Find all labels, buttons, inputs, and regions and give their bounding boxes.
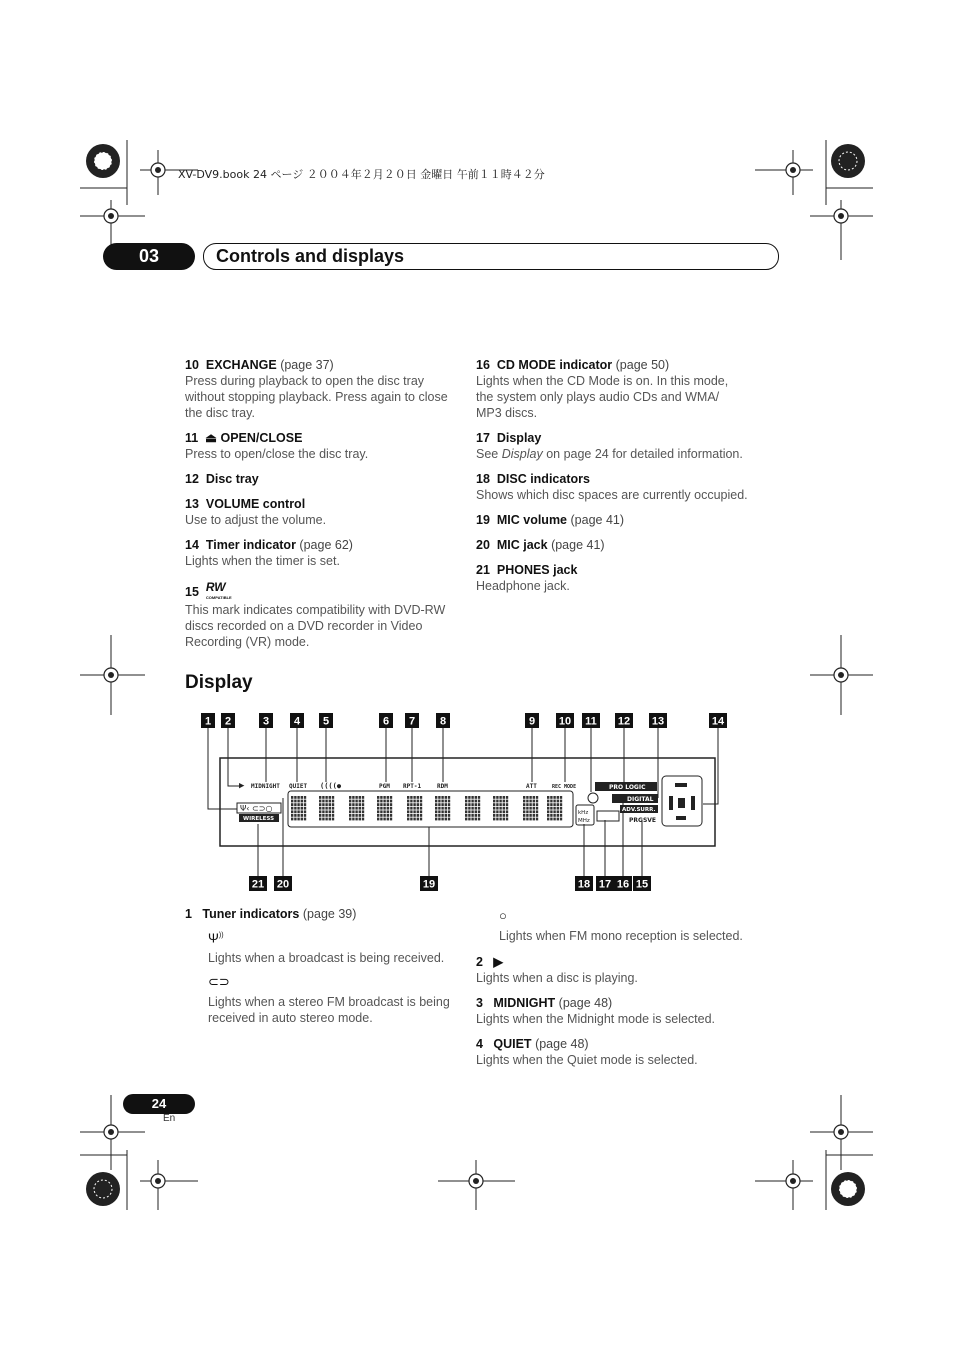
quiet-label: QUIET <box>289 783 308 790</box>
stereo-icon: ⊂⊃ <box>208 974 230 990</box>
eject-icon: ⏏ <box>205 431 217 445</box>
item-17 <box>476 430 748 462</box>
item-num: 13 <box>185 497 199 511</box>
item-16 <box>476 357 748 421</box>
indicators-right-section <box>476 906 748 1077</box>
item-num: 1 <box>185 907 192 921</box>
item-ref: (page 41) <box>551 538 605 552</box>
item-title: DISC indicators <box>496 472 590 486</box>
mono-item <box>499 908 748 944</box>
item-1 <box>185 906 457 1026</box>
item-num: 19 <box>476 513 490 527</box>
disc-indicator-marks <box>669 783 695 820</box>
callout-20: 20 <box>276 878 290 891</box>
item-num: 16 <box>476 358 490 372</box>
segment-char <box>435 796 450 820</box>
adv-surr-label: ADV.SURR. <box>622 807 656 813</box>
segment-char <box>407 796 422 820</box>
midnight-label: MIDNIGHT <box>251 783 280 790</box>
item-ref: (page 39) <box>302 907 357 921</box>
antenna-signal-icon: Ψ)) <box>208 930 224 946</box>
callout-21: 21 <box>251 878 265 891</box>
item-title: Timer indicator <box>205 538 296 552</box>
mic-indicator <box>597 811 619 821</box>
item-num: 15 <box>185 584 199 599</box>
item-body: Lights when a disc is playing. <box>476 971 638 985</box>
item-14 <box>185 537 457 569</box>
callout-13: 13 <box>651 715 665 728</box>
item-body: Press during playback to open the disc tray without stopping playback. Press again to close the disc tray. <box>185 374 448 420</box>
play-icon: ▶ <box>493 955 503 969</box>
page-number: 24 <box>123 1094 195 1114</box>
pro-logic-label: PRO LOGIC <box>609 784 646 791</box>
item-ref: (page 48) <box>558 996 613 1010</box>
callout-3: 3 <box>262 715 270 728</box>
item-title: QUIET <box>493 1037 532 1051</box>
item-num: 12 <box>185 472 199 486</box>
segment-char <box>547 796 562 820</box>
item-body: This mark indicates compatibility with DVD-RW discs recorded on a DVD recorder in Video Recording (VR) mode. <box>185 603 446 649</box>
item-num: 18 <box>476 472 490 486</box>
callout-9: 9 <box>528 715 536 728</box>
item-num: 4 <box>476 1037 483 1051</box>
item-num: 20 <box>476 538 490 552</box>
callout-17: 17 <box>598 878 612 891</box>
item-ref: (page 37) <box>280 358 334 372</box>
item-body: Lights when the Midnight mode is selected. <box>476 1012 716 1026</box>
item-num: 17 <box>476 431 490 445</box>
item-11 <box>185 430 457 462</box>
item-ref: (page 50) <box>615 358 670 372</box>
top-callouts <box>201 713 727 728</box>
svg-text:▶: ▶ <box>239 781 245 791</box>
page-language: En <box>163 1113 176 1124</box>
callout-7: 7 <box>408 715 416 728</box>
khz-label: kHz <box>578 810 589 816</box>
item-10 <box>185 357 457 421</box>
mhz-label: MHz <box>578 818 590 824</box>
segment-char <box>291 796 306 820</box>
item-body: Shows which disc spaces are currently occupied. <box>476 488 748 502</box>
book-header: XV-DV9.book 24 ページ ２００４年２月２０日 金曜日 午前１１時４２分 <box>178 168 545 181</box>
callout-8: 8 <box>439 715 447 728</box>
item-13 <box>185 496 457 528</box>
callout-5: 5 <box>322 715 330 728</box>
item-body: Lights when FM mono reception is selected. <box>499 929 743 943</box>
item-title: MIDNIGHT <box>493 996 556 1010</box>
callout-14: 14 <box>711 715 725 728</box>
rdm-label: RDM <box>437 783 448 790</box>
rec-mode-label: REC MODE <box>552 784 577 790</box>
mono-icon: ○ <box>499 908 507 923</box>
item-num: 14 <box>185 538 199 552</box>
item-num: 11 <box>185 431 199 445</box>
prgsve-label: PRGSVE <box>629 817 657 824</box>
item-19 <box>476 512 748 528</box>
segment-characters <box>291 796 562 820</box>
callout-6: 6 <box>382 715 390 728</box>
att-label: ATT <box>526 783 537 790</box>
item-title: EXCHANGE <box>205 358 277 372</box>
item-title: MIC jack <box>496 538 548 552</box>
item-4 <box>476 1036 748 1068</box>
item-12 <box>185 471 457 487</box>
chapter-title: Controls and displays <box>203 243 779 270</box>
rpt-label: RPT-1 <box>403 783 422 790</box>
segment-char <box>377 796 392 820</box>
item-body: Lights when the CD Mode is on. In this mode, the system only plays audio CDs and WMA/ MP3 discs. <box>476 374 729 420</box>
segment-char <box>523 796 538 820</box>
segment-char <box>465 796 480 820</box>
item-title: Display <box>496 431 542 445</box>
item-20 <box>476 537 748 553</box>
item-num: 21 <box>476 563 490 577</box>
item-body: See Display on page 24 for detailed information. <box>476 447 743 461</box>
segment-char <box>349 796 364 820</box>
item-title: Tuner indicators <box>202 907 300 921</box>
item-title: VOLUME control <box>205 497 306 511</box>
item-num: 3 <box>476 996 483 1010</box>
item-title: PHONES jack <box>496 563 578 577</box>
item-title: OPEN/CLOSE <box>220 431 303 445</box>
item-title: MIC volume <box>496 513 568 527</box>
digital-label: DIGITAL <box>627 796 654 803</box>
callout-2: 2 <box>224 715 232 728</box>
callout-12: 12 <box>617 715 631 728</box>
tuner-indicators-section <box>185 906 457 1035</box>
item-ref: (page 41) <box>570 513 625 527</box>
segment-char <box>493 796 508 820</box>
item-title: CD MODE indicator <box>496 358 613 372</box>
cd-mode-icon <box>588 793 598 803</box>
chapter-number: 03 <box>103 243 195 270</box>
callout-15: 15 <box>635 878 649 891</box>
item-body: Lights when the Quiet mode is selected. <box>476 1053 698 1067</box>
left-column <box>185 357 457 659</box>
callout-4: 4 <box>293 715 301 728</box>
right-column <box>476 357 748 603</box>
item-body: Press to open/close the disc tray. <box>185 447 369 461</box>
front-panel-display-diagram <box>195 708 735 898</box>
item-num: 2 <box>476 955 483 969</box>
segment-char <box>319 796 334 820</box>
item-body: Headphone jack. <box>476 579 570 593</box>
item-3 <box>476 995 748 1027</box>
section-title: Display <box>185 672 253 693</box>
tuner-stereo-desc: Lights when a stereo FM broadcast is being received in auto stereo mode. <box>208 995 450 1026</box>
item-2 <box>476 954 748 986</box>
item-body: Use to adjust the volume. <box>185 513 327 527</box>
pgm-label: PGM <box>379 783 390 790</box>
callout-10: 10 <box>558 715 572 728</box>
callout-18: 18 <box>577 878 591 891</box>
callout-16: 16 <box>616 878 630 891</box>
item-title: Disc tray <box>205 472 259 486</box>
wave-icon: ((((● <box>320 782 342 790</box>
item-21 <box>476 562 748 594</box>
callout-11: 11 <box>585 715 597 728</box>
item-ref: (page 48) <box>535 1037 589 1051</box>
tuner-broadcast-desc: Lights when a broadcast is being received. <box>208 951 445 966</box>
callout-19: 19 <box>422 878 436 891</box>
callout-1: 1 <box>204 715 212 728</box>
item-18 <box>476 471 748 503</box>
bottom-callouts <box>249 876 651 891</box>
item-num: 10 <box>185 358 199 372</box>
item-body: Lights when the timer is set. <box>185 554 340 568</box>
antenna-icon: Ψ‹ ⊂⊃○ <box>240 804 273 813</box>
rw-compatible-logo: RW COMPATIBLE <box>205 580 232 600</box>
item-ref: (page 62) <box>299 538 353 552</box>
item-15 <box>185 580 457 650</box>
wireless-label: WIRELESS <box>243 816 275 822</box>
